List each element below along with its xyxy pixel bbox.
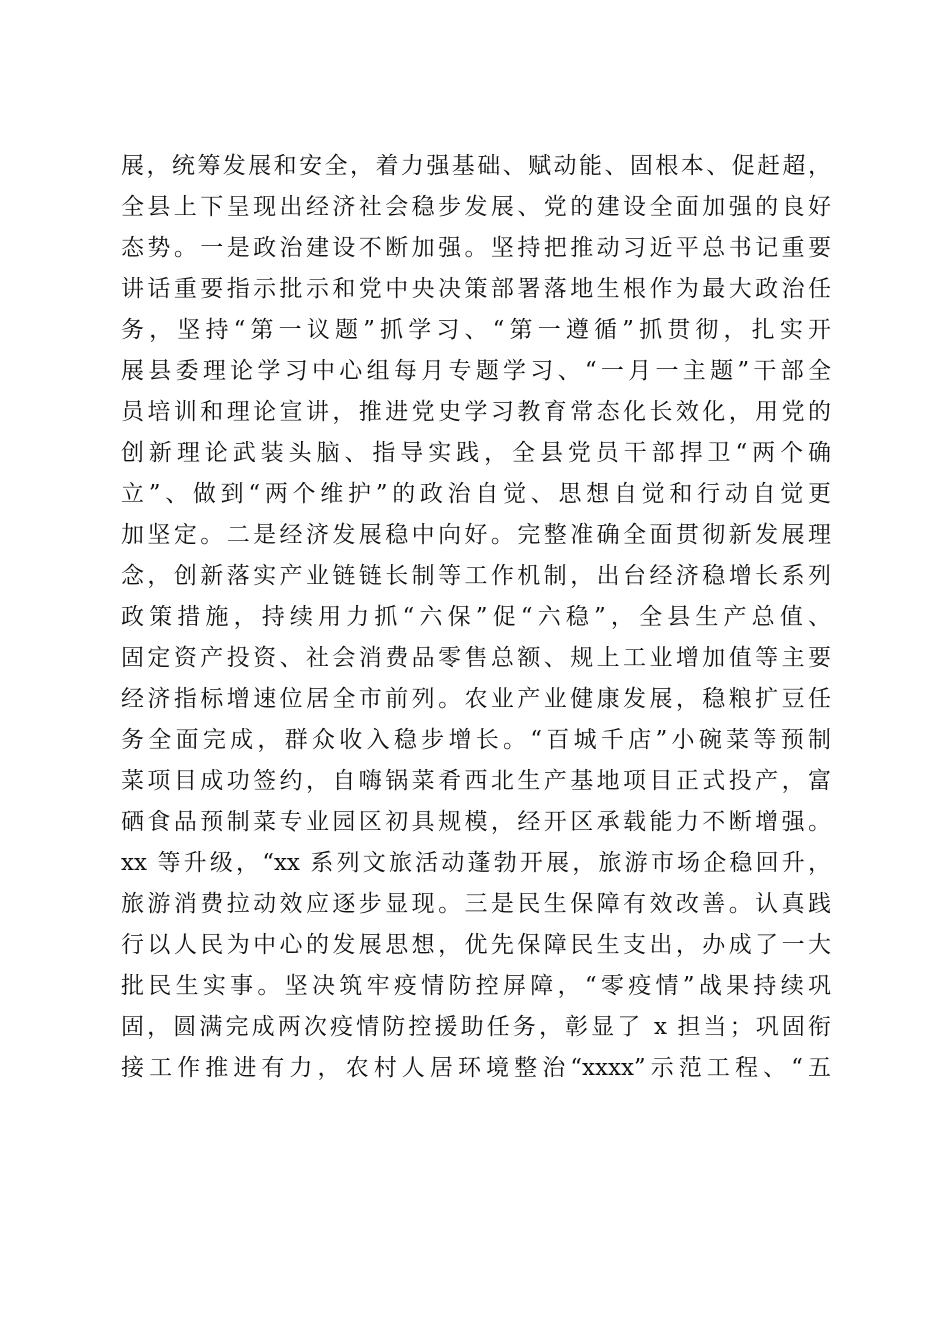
- text-line-6: 展县委理论学习中心组每月专题学习、“一月一主题”干部全: [121, 358, 831, 384]
- body-text: [121, 146, 831, 1089]
- text-line-4: 讲话重要指示批示和党中央决策部署落地生根作为最大政治任: [121, 276, 831, 302]
- text-line-22: 固，圆满完成两次疫情防控援助任务，彰显了 x 担当；巩固衔: [121, 1014, 831, 1040]
- text-line-17: 硒食品预制菜专业园区初具规模，经开区承载能力不断增强。: [121, 809, 831, 835]
- text-line-3: 态势。一是政治建设不断加强。坚持把推动习近平总书记重要: [121, 235, 831, 261]
- text-line-7: 员培训和理论宣讲，推进党史学习教育常态化长效化，用党的: [121, 399, 831, 425]
- text-line-2: 全县上下呈现出经济社会稳步发展、党的建设全面加强的良好: [121, 194, 831, 220]
- text-line-8: 创新理论武装头脑、指导实践，全县党员干部捍卫“两个确: [121, 440, 831, 466]
- text-line-5: 务，坚持“第一议题”抓学习、“第一遵循”抓贯彻，扎实开: [121, 317, 831, 343]
- text-line-10: 加坚定。二是经济发展稳中向好。完整准确全面贯彻新发展理: [121, 522, 831, 548]
- text-line-12: 政策措施，持续用力抓“六保”促“六稳”，全县生产总值、: [121, 604, 831, 630]
- text-line-18: xx 等升级，“xx 系列文旅活动蓬勃开展，旅游市场企稳回升，: [121, 850, 831, 876]
- text-line-9: 立”、做到“两个维护”的政治自觉、思想自觉和行动自觉更: [121, 481, 831, 507]
- text-line-21: 批民生实事。坚决筑牢疫情防控屏障，“零疫情”战果持续巩: [121, 973, 831, 999]
- text-line-19: 旅游消费拉动效应逐步显现。三是民生保障有效改善。认真践: [121, 891, 831, 917]
- text-line-15: 务全面完成，群众收入稳步增长。“百城千店”小碗菜等预制: [121, 727, 831, 753]
- text-line-20: 行以人民为中心的发展思想，优先保障民生支出，办成了一大: [121, 932, 831, 958]
- text-line-23: 接工作推进有力，农村人居环境整治“xxxx”示范工程、“五: [121, 1055, 831, 1081]
- text-line-1: 展，统筹发展和安全，着力强基础、赋动能、固根本、促赶超，: [121, 153, 831, 179]
- text-line-13: 固定资产投资、社会消费品零售总额、规上工业增加值等主要: [121, 645, 831, 671]
- text-line-11: 念，创新落实产业链链长制等工作机制，出台经济稳增长系列: [121, 563, 831, 589]
- text-line-14: 经济指标增速位居全市前列。农业产业健康发展，稳粮扩豆任: [121, 686, 831, 712]
- text-line-16: 菜项目成功签约，自嗨锅菜肴西北生产基地项目正式投产，富: [121, 768, 831, 794]
